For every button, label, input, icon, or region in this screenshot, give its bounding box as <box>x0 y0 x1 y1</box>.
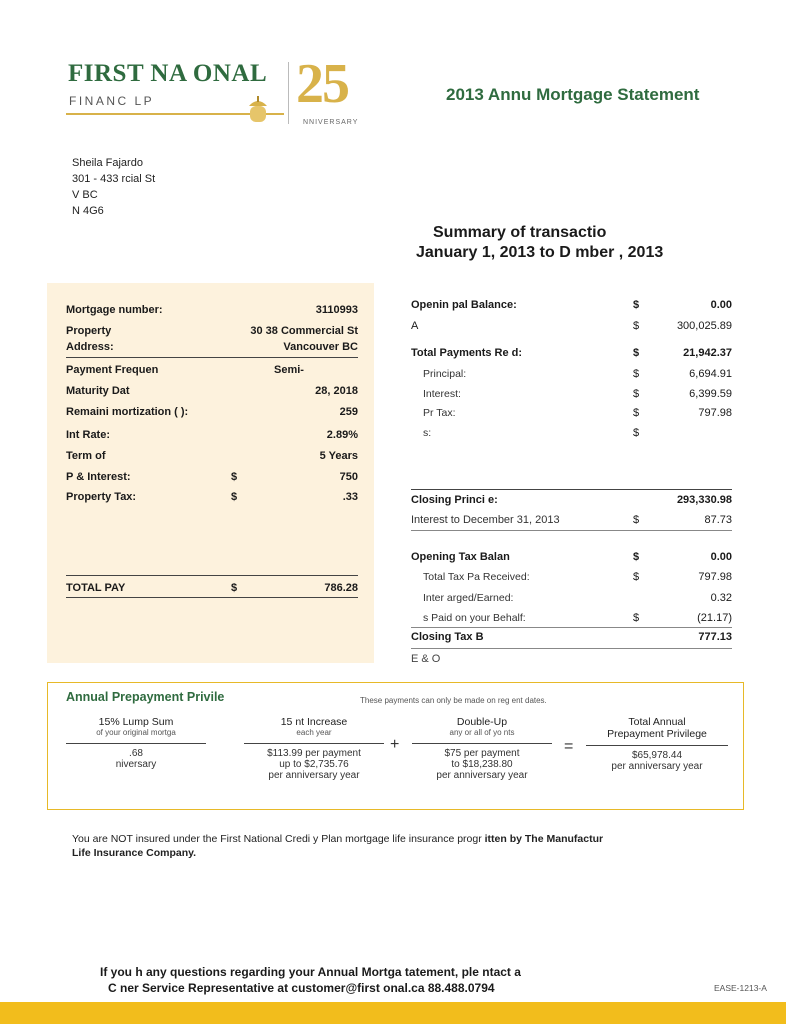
footer-contact-line2: C ner Service Representative at customer@first onal.ca 88.488.0794 <box>108 981 495 995</box>
payment-frequency-value: Semi- <box>274 364 304 376</box>
payment-increase-column <box>244 716 384 781</box>
insurance-notice <box>72 832 752 860</box>
maturity-date-value: 28, 2018 <box>315 385 358 397</box>
currency-symbol: $ <box>632 571 640 583</box>
opening-tax-value: 0.00 <box>710 551 732 563</box>
mortgage-number-label: Mortgage number: <box>66 304 163 316</box>
currency-symbol: $ <box>632 388 640 400</box>
lump-sum-subheading: of your original mortga <box>96 728 176 737</box>
property-tax-label: Property Tax: <box>66 491 137 503</box>
lump-sum-heading: 15% Lump Sum <box>98 716 174 728</box>
tax-interest-label: Inter arged/Earned: <box>423 592 514 604</box>
currency-symbol: $ <box>632 427 640 439</box>
lump-sum-value: .68 <box>129 748 143 759</box>
payment-increase-subheading: each year <box>296 728 332 737</box>
property-tax-value: .33 <box>342 491 358 503</box>
property-address-line2: Vancouver BC <box>283 341 358 353</box>
closing-principal-value: 293,330.98 <box>676 494 732 506</box>
divider <box>66 597 358 598</box>
principal-interest-label: P & Interest: <box>66 471 131 483</box>
payment-increase-heading: 15 nt Increase <box>280 716 348 728</box>
payment-increase-value: $113.99 per payment <box>267 748 361 759</box>
plus-sign: + <box>390 736 400 753</box>
divider <box>412 743 552 744</box>
interest-to-date-value: 87.73 <box>704 514 732 526</box>
interest-paid-value: 6,399.59 <box>689 388 732 400</box>
total-privilege-period: per anniversary year <box>611 761 703 772</box>
double-up-subheading: any or all of yo nts <box>449 728 515 737</box>
footer-bar <box>0 1002 786 1024</box>
property-address-label: Address: <box>66 341 114 353</box>
recipient-postal: N 4G6 <box>72 205 104 217</box>
divider <box>411 648 732 649</box>
logo-company-name: FIRST NA ONAL <box>68 60 268 87</box>
prepayment-title: Annual Prepayment Privile <box>66 690 225 704</box>
total-privilege-subheading: Prepayment Privilege <box>607 728 707 740</box>
tax-paid-label: s Paid on your Behalf: <box>423 612 526 624</box>
closing-principal-label: Closing Princi e: <box>411 494 498 506</box>
property-address-line1: 30 38 Commercial St <box>250 325 358 337</box>
summary-heading: Summary of transactio <box>433 224 607 241</box>
footer-contact-line1: If you h any questions regarding your Annual Mortga tatement, ple ntact a <box>100 965 521 979</box>
currency-symbol: $ <box>632 551 640 563</box>
logo-company-subname: FINANC LP <box>69 94 155 108</box>
errors-omissions-note: E & O <box>411 653 441 665</box>
currency-symbol: $ <box>632 407 640 419</box>
property-tax-paid-value: 797.98 <box>698 407 732 419</box>
double-up-period: per anniversary year <box>436 770 528 781</box>
anniversary-label: NNIVERSARY <box>303 119 359 126</box>
interest-paid-label: Interest: <box>423 388 461 400</box>
summary-period: January 1, 2013 to D mber , 2013 <box>416 244 664 261</box>
divider <box>411 530 732 531</box>
divider <box>411 489 732 490</box>
currency-symbol: $ <box>632 320 640 332</box>
total-privilege-heading: Total Annual <box>628 716 686 728</box>
currency-symbol: $ <box>632 612 640 624</box>
divider <box>66 743 206 744</box>
recipient-city: V BC <box>72 189 98 201</box>
recipient-street: 301 - 433 rcial St <box>72 173 156 185</box>
advance-value: 300,025.89 <box>676 320 732 332</box>
maturity-date-label: Maturity Dat <box>66 385 130 397</box>
property-label: Property <box>66 325 112 337</box>
interest-rate-label: Int Rate: <box>66 429 110 441</box>
term-label: Term of <box>66 450 106 462</box>
interest-rate-value: 2.89% <box>326 429 358 441</box>
term-value: 5 Years <box>319 450 358 462</box>
lump-sum-period: niversary <box>115 759 157 770</box>
divider <box>244 743 384 744</box>
other-paid-label: s: <box>423 427 432 439</box>
double-up-value: $75 per payment <box>444 748 520 759</box>
prepayment-note: These payments can only be made on reg ent dates. <box>360 696 547 705</box>
payment-increase-period: per anniversary year <box>268 770 360 781</box>
opening-tax-label: Opening Tax Balan <box>411 551 510 563</box>
total-payment-value: 786.28 <box>324 582 358 594</box>
divider <box>66 575 358 576</box>
tax-received-value: 797.98 <box>698 571 732 583</box>
divider <box>66 357 358 358</box>
insurance-company: Life Insurance Company. <box>72 847 197 859</box>
divider <box>411 627 732 628</box>
insurance-provider: itten by The Manufactur <box>484 833 604 845</box>
equals-sign: = <box>564 738 574 755</box>
mortgage-number-value: 3110993 <box>315 304 358 316</box>
principal-paid-label: Principal: <box>423 368 467 380</box>
double-up-limit: to $18,238.80 <box>451 759 513 770</box>
divider <box>586 745 728 746</box>
interest-to-date-label: Interest to December 31, 2013 <box>411 514 560 526</box>
total-payment-dollar: $ <box>231 582 238 594</box>
statement-title: 2013 Annu Mortgage Statement <box>446 85 700 104</box>
principal-paid-value: 6,694.91 <box>689 368 732 380</box>
opening-principal-value: 0.00 <box>710 299 732 311</box>
double-up-heading: Double-Up <box>456 716 508 728</box>
anniversary-number: 25 <box>296 53 348 115</box>
closing-tax-label: Closing Tax B <box>411 631 484 643</box>
payment-increase-limit: up to $2,735.76 <box>279 759 349 770</box>
total-privilege-value: $65,978.44 <box>631 750 683 761</box>
remaining-amortization-value: 259 <box>339 406 358 418</box>
closing-tax-value: 777.13 <box>698 631 732 643</box>
double-up-column <box>412 716 552 781</box>
total-payments-label: Total Payments Re d: <box>411 347 523 359</box>
currency-symbol: $ <box>632 514 640 526</box>
opening-principal-label: Openin pal Balance: <box>411 299 517 311</box>
total-payment-label: TOTAL PAY <box>66 582 126 594</box>
property-tax-paid-label: Pr Tax: <box>423 407 456 419</box>
currency-symbol: $ <box>632 347 640 359</box>
remaining-amortization-label: Remaini mortization ( ): <box>66 406 189 418</box>
tax-received-label: Total Tax Pa Received: <box>423 571 530 583</box>
total-payments-value: 21,942.37 <box>683 347 732 359</box>
currency-symbol: $ <box>632 368 640 380</box>
tax-paid-value: (21.17) <box>697 612 732 624</box>
payment-frequency-label: Payment Frequen <box>66 364 159 376</box>
advance-label: A <box>411 320 419 332</box>
tax-interest-value: 0.32 <box>710 592 732 604</box>
currency-symbol: $ <box>632 299 640 311</box>
acorn-icon <box>246 94 270 128</box>
form-code: EASE-1213-A <box>714 983 767 993</box>
principal-interest-value: 750 <box>339 471 358 483</box>
principal-interest-dollar: $ <box>231 471 238 483</box>
total-privilege-column <box>586 716 728 772</box>
insurance-text: You are NOT insured under the First National Credi y Plan mortgage life insurance progr <box>72 833 485 845</box>
lump-sum-column <box>66 716 206 770</box>
recipient-name: Sheila Fajardo <box>72 157 143 169</box>
logo-divider <box>288 62 289 124</box>
property-tax-dollar: $ <box>231 491 238 503</box>
